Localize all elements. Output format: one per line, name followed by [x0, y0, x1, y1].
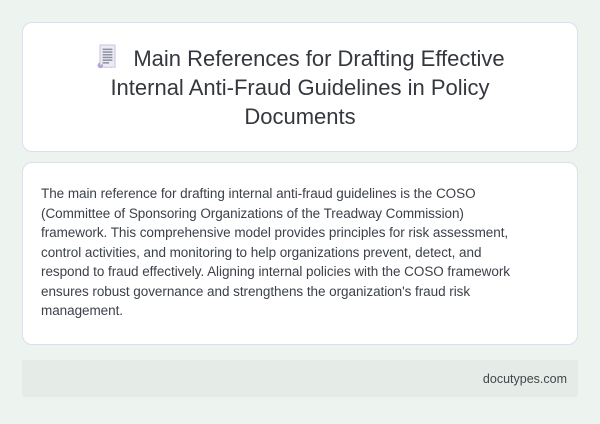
paragraph-line: management.	[41, 303, 123, 318]
paragraph-line: framework. This comprehensive model provides principles for risk assessment,	[41, 225, 509, 240]
paragraph-line: respond to fraud effectively. Aligning internal policies with the COSO framework	[41, 264, 510, 279]
paragraph-line: control activities, and monitoring to help organizations prevent, detect, and	[41, 244, 482, 260]
title-text-line-3: Documents	[244, 103, 356, 129]
title-text-line-1: Main References for Drafting Effective	[133, 45, 505, 71]
title-line-1	[95, 44, 504, 73]
paragraph-line: ensures robust governance and strengthens the organization's fraud risk	[41, 283, 471, 299]
footer-bar	[22, 360, 578, 397]
title-text-line-2: Internal Anti-Fraud Guidelines in Policy	[110, 74, 490, 100]
paragraph-line: (Committee of Sponsoring Organizations of the Treadway Commission)	[41, 205, 464, 221]
receipt-icon	[95, 44, 118, 71]
description-card	[22, 162, 578, 345]
site-name: docutypes.com	[482, 371, 567, 386]
paragraph-line: The main reference for drafting internal anti-fraud guidelines is the COSO	[41, 186, 476, 201]
description-paragraph	[41, 184, 559, 321]
page-title	[95, 44, 504, 131]
title-card	[22, 22, 578, 152]
